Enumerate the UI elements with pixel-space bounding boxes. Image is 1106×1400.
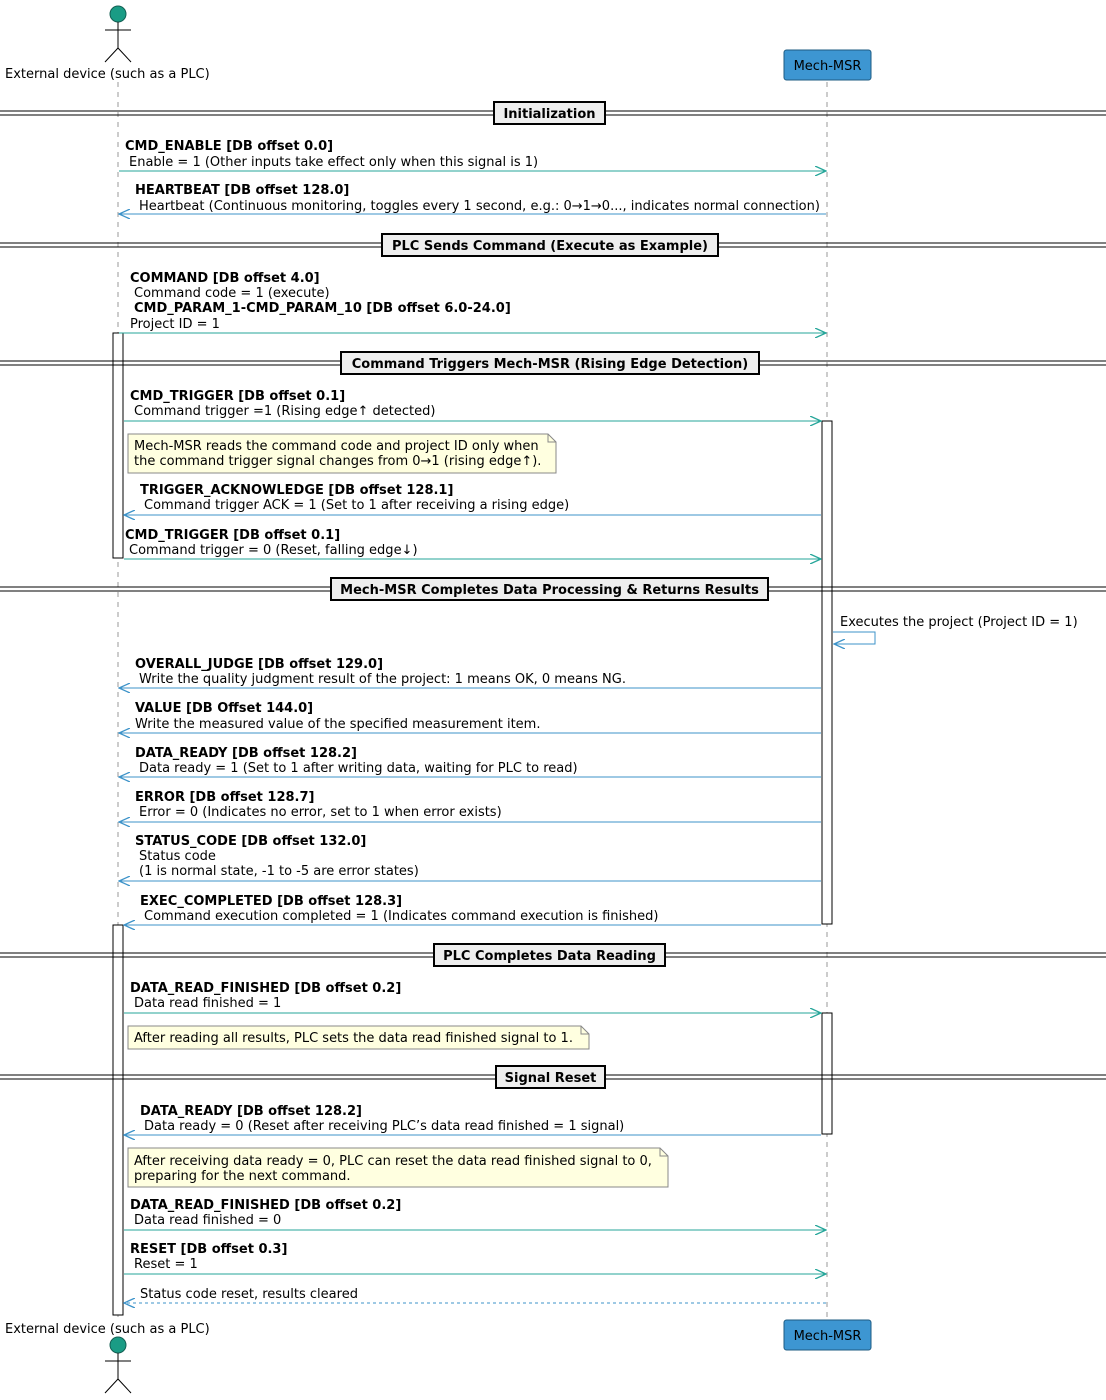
message-data-ready-reset bbox=[124, 1104, 821, 1135]
message-text: Write the quality judgment result of the project: 1 means OK, 0 means NG. bbox=[139, 672, 626, 687]
message-error bbox=[119, 790, 821, 822]
message-title: RESET [DB offset 0.3] bbox=[130, 1242, 288, 1257]
message-text: Command trigger = 0 (Reset, falling edge↓) bbox=[129, 543, 418, 558]
message-text: Status code reset, results cleared bbox=[140, 1287, 358, 1302]
message-text: Enable = 1 (Other inputs take effect only when this signal is 1) bbox=[129, 155, 539, 170]
message-cmd-enable bbox=[119, 139, 826, 171]
activation-bar-plc bbox=[113, 333, 123, 558]
message-title: CMD_ENABLE [DB offset 0.0] bbox=[125, 139, 334, 154]
section-label: Mech-MSR Completes Data Processing & Returns Results bbox=[340, 583, 759, 598]
message-data-ready-set bbox=[119, 746, 821, 777]
section-label: Initialization bbox=[503, 107, 596, 122]
note-text: After reading all results, PLC sets the data read finished signal to 1. bbox=[134, 1031, 573, 1046]
section-label: PLC Sends Command (Execute as Example) bbox=[392, 239, 708, 254]
note-text: Mech-MSR reads the command code and project ID only when bbox=[134, 439, 539, 454]
message-overall-judge bbox=[119, 657, 821, 688]
message-title: DATA_READY [DB offset 128.2] bbox=[135, 746, 357, 761]
message-text: Command code = 1 (execute) bbox=[134, 286, 330, 301]
section-divider bbox=[0, 944, 1106, 966]
message-title: EXEC_COMPLETED [DB offset 128.3] bbox=[140, 894, 403, 909]
message-data-read-finished-reset bbox=[124, 1198, 826, 1230]
message-status-reset-return bbox=[124, 1287, 826, 1303]
message-text: Executes the project (Project ID = 1) bbox=[840, 615, 1078, 630]
message-value bbox=[119, 701, 821, 733]
message-title: COMMAND [DB offset 4.0] bbox=[130, 271, 320, 286]
message-trigger-acknowledge bbox=[124, 483, 821, 515]
message-reset bbox=[124, 1242, 826, 1274]
message-title: HEARTBEAT [DB offset 128.0] bbox=[135, 183, 350, 198]
message-command bbox=[119, 271, 826, 333]
message-title: CMD_TRIGGER [DB offset 0.1] bbox=[130, 389, 346, 404]
message-text: Status code bbox=[139, 849, 216, 864]
message-text: Data read finished = 0 bbox=[134, 1213, 282, 1228]
message-status-code bbox=[119, 834, 821, 881]
message-text: Write the measured value of the specified measurement item. bbox=[135, 717, 541, 732]
activation-bar-msr bbox=[822, 421, 832, 924]
message-title: DATA_READY [DB offset 128.2] bbox=[140, 1104, 362, 1119]
message-title: VALUE [DB Offset 144.0] bbox=[135, 701, 314, 716]
message-text: Data ready = 1 (Set to 1 after writing data, waiting for PLC to read) bbox=[139, 761, 578, 776]
participant-msr-label-bottom: Mech-MSR bbox=[793, 1329, 862, 1344]
message-title: TRIGGER_ACKNOWLEDGE [DB offset 128.1] bbox=[140, 483, 454, 498]
message-exec-completed bbox=[124, 894, 821, 925]
section-divider bbox=[0, 352, 1106, 374]
message-cmd-trigger-reset bbox=[124, 528, 821, 559]
actor-plc-top bbox=[105, 6, 131, 62]
note bbox=[128, 1026, 589, 1049]
participant-plc-label-bottom: External device (such as a PLC) bbox=[5, 1322, 210, 1337]
section-divider bbox=[0, 234, 1106, 256]
section-divider bbox=[0, 1066, 1106, 1088]
message-title: DATA_READ_FINISHED [DB offset 0.2] bbox=[130, 981, 402, 996]
note-text: the command trigger signal changes from 0→1 (rising edge↑). bbox=[134, 454, 542, 469]
message-text: Data ready = 0 (Reset after receiving PLC’s data read finished = 1 signal) bbox=[144, 1119, 625, 1134]
message-text: Error = 0 (Indicates no error, set to 1 when error exists) bbox=[139, 805, 502, 820]
section-divider bbox=[0, 578, 1106, 600]
message-cmd-trigger-set bbox=[124, 389, 821, 421]
activation-bar-plc bbox=[113, 925, 123, 1315]
message-text: Command trigger ACK = 1 (Set to 1 after receiving a rising edge) bbox=[144, 498, 570, 513]
participant-msr-label-top: Mech-MSR bbox=[793, 59, 862, 74]
participant-plc-label-top: External device (such as a PLC) bbox=[5, 67, 210, 82]
section-label: Signal Reset bbox=[504, 1071, 597, 1086]
self-arrow bbox=[833, 632, 875, 644]
section-label: PLC Completes Data Reading bbox=[443, 949, 656, 964]
activation-bar-msr bbox=[822, 1013, 832, 1134]
message-text: Reset = 1 bbox=[134, 1257, 198, 1272]
note-text: preparing for the next command. bbox=[134, 1169, 351, 1184]
message-title: OVERALL_JUDGE [DB offset 129.0] bbox=[135, 657, 384, 672]
note-text: After receiving data ready = 0, PLC can reset the data read finished signal to 0, bbox=[134, 1154, 652, 1169]
message-heartbeat bbox=[119, 183, 826, 214]
message-data-read-finished-set bbox=[124, 981, 821, 1013]
note bbox=[128, 1148, 668, 1187]
message-title: CMD_PARAM_1-CMD_PARAM_10 [DB offset 6.0-24.0] bbox=[134, 301, 511, 316]
message-title: STATUS_CODE [DB offset 132.0] bbox=[135, 834, 367, 849]
actor-plc-bottom bbox=[105, 1337, 131, 1393]
message-text: Command trigger =1 (Rising edge↑ detected) bbox=[134, 404, 436, 419]
note bbox=[128, 434, 556, 473]
actor-head-icon bbox=[110, 1337, 126, 1353]
message-title: ERROR [DB offset 128.7] bbox=[135, 790, 315, 805]
message-text: Data read finished = 1 bbox=[134, 996, 282, 1011]
message-execute-project-self bbox=[833, 615, 1078, 644]
message-text: Project ID = 1 bbox=[130, 317, 220, 332]
message-title: CMD_TRIGGER [DB offset 0.1] bbox=[125, 528, 341, 543]
message-title: DATA_READ_FINISHED [DB offset 0.2] bbox=[130, 1198, 402, 1213]
message-text: (1 is normal state, -1 to -5 are error states) bbox=[139, 864, 419, 879]
section-divider bbox=[0, 102, 1106, 124]
message-text: Heartbeat (Continuous monitoring, toggles every 1 second, e.g.: 0→1→0..., indicates normal connection) bbox=[139, 199, 820, 214]
actor-head-icon bbox=[110, 6, 126, 22]
message-text: Command execution completed = 1 (Indicates command execution is finished) bbox=[144, 909, 659, 924]
section-label: Command Triggers Mech-MSR (Rising Edge Detection) bbox=[351, 357, 749, 372]
